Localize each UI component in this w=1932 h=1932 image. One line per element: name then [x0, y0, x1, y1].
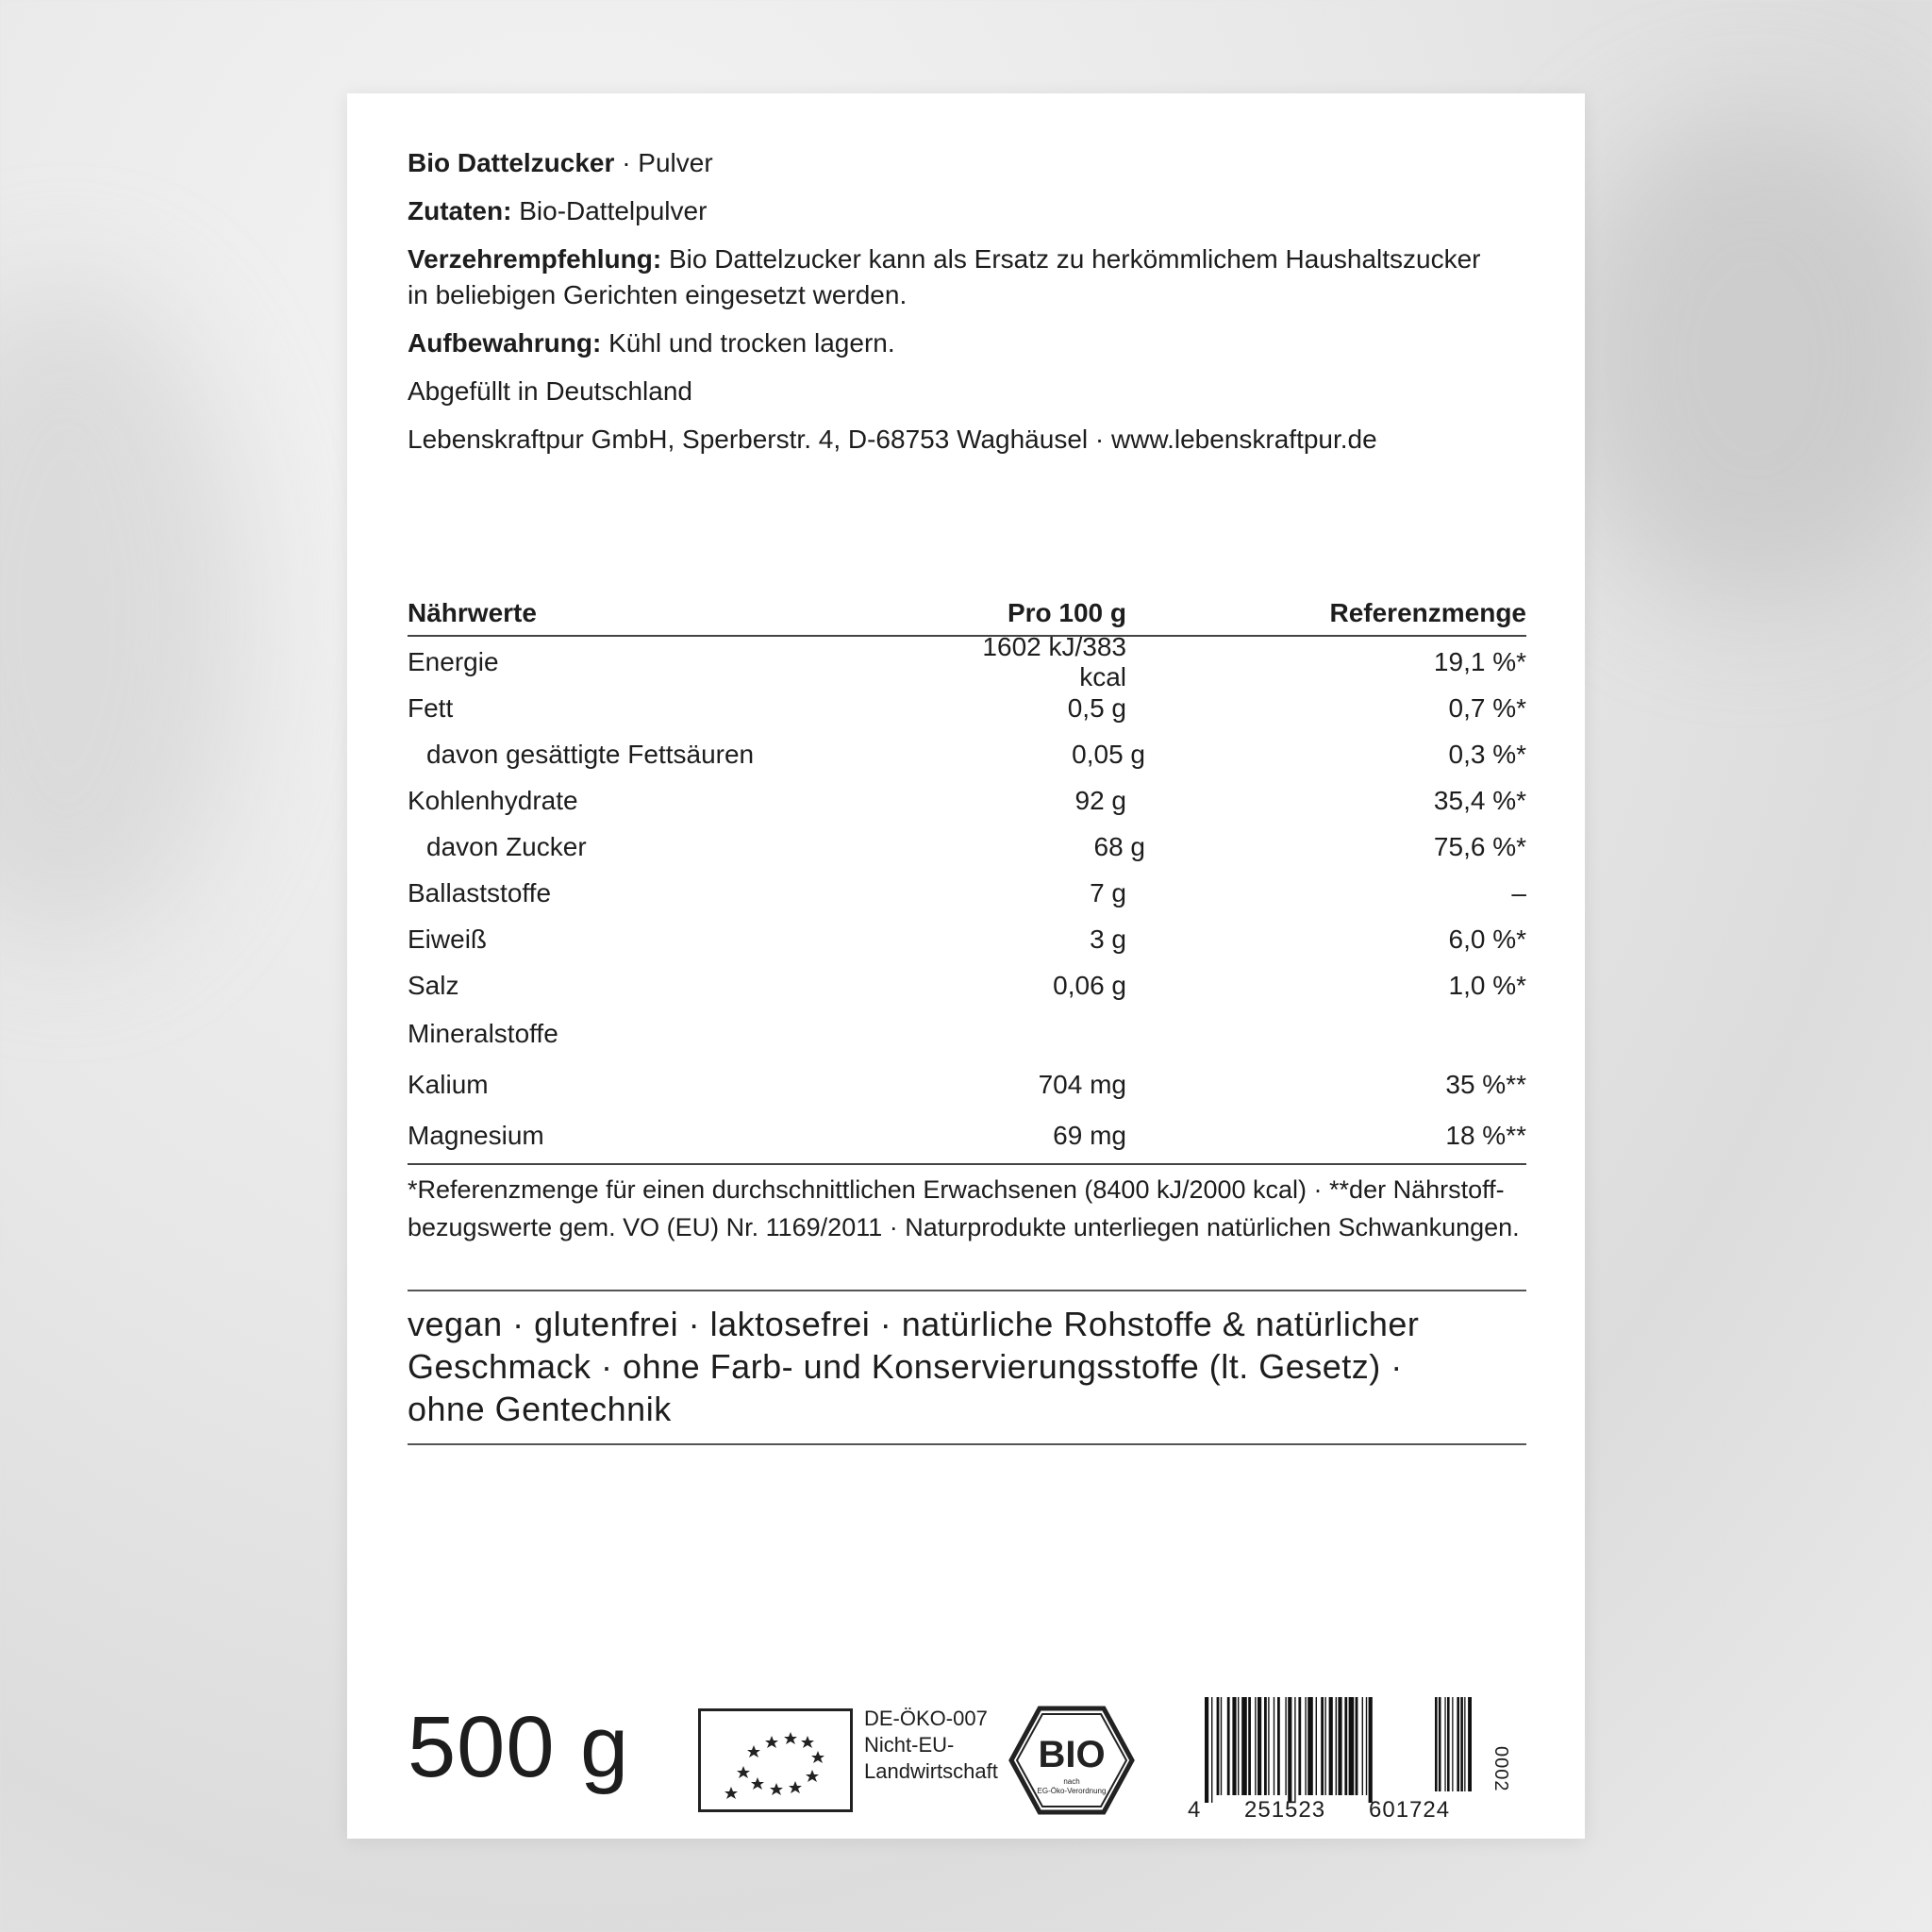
eco-code-line1: DE-ÖKO-007 — [864, 1707, 988, 1730]
nutrient-ref: 0,3 %* — [1448, 739, 1526, 769]
recommendation-line1: Bio Dattelzucker kann als Ersatz zu herkömmlichem Haushaltszucker — [668, 244, 1481, 274]
nutrient-ref: 75,6 %* — [1433, 831, 1526, 861]
barcode-addon-bar — [1439, 1697, 1441, 1791]
barcode-bar — [1307, 1697, 1313, 1795]
nutrient-per100: 68 g — [1093, 831, 1145, 861]
ingredients — [408, 193, 1526, 229]
filled-in: Abgefüllt in Deutschland — [408, 376, 692, 406]
header-reference: Referenzmenge — [1329, 598, 1526, 627]
storage — [408, 325, 1526, 361]
nutrient-name: Fett — [408, 692, 454, 723]
product-claims — [408, 1290, 1526, 1445]
barcode-bar — [1329, 1697, 1333, 1795]
barcode-addon-bar — [1468, 1697, 1472, 1791]
nutrient-per100: 0,5 g — [1067, 692, 1126, 723]
barcode-bar — [1349, 1697, 1355, 1795]
company-address: Lebenskraftpur GmbH, Sperberstr. 4, D-68753 Waghäusel · www.lebenskraftpur.de — [408, 425, 1377, 454]
product-title — [408, 145, 1526, 181]
table-row — [408, 1008, 1526, 1059]
header-per100: Pro 100 g — [1007, 598, 1126, 627]
nutrient-name: Mineralstoffe — [408, 1019, 558, 1048]
table-row — [408, 1059, 1526, 1110]
barcode-addon-bar — [1447, 1697, 1450, 1791]
barcode-addon-bar — [1460, 1697, 1463, 1791]
barcode-bar — [1324, 1697, 1325, 1795]
nutrient-name: Energie — [408, 646, 499, 676]
table-row — [408, 962, 1526, 1008]
product-name: Bio Dattelzucker — [408, 148, 615, 177]
nutrient-ref: 6,0 %* — [1448, 924, 1526, 954]
nutrient-name: davon gesättigte Fettsäuren — [426, 739, 755, 769]
nutrient-name: Magnesium — [408, 1121, 544, 1150]
net-weight: 500 g — [408, 1699, 630, 1795]
nutrient-per100: 92 g — [1074, 785, 1126, 815]
nutrient-per100: 1602 kJ/383 kcal — [982, 631, 1126, 691]
bio-seal-main: BIO — [1038, 1734, 1106, 1775]
footnote-line2: bezugswerte gem. VO (EU) Nr. 1169/2011 · Naturprodukte unterliegen natürlichen Schwankungen. — [408, 1213, 1520, 1241]
product-info — [408, 145, 1526, 470]
nutrient-per100: 3 g — [1090, 924, 1126, 954]
nutrient-ref: 0,7 %* — [1448, 692, 1526, 723]
header-nutrients: Nährwerte — [408, 598, 537, 627]
background-shadow — [0, 283, 245, 943]
ingredients-label: Zutaten: — [408, 196, 512, 225]
nutrition-footnote — [408, 1163, 1526, 1246]
barcode-bar — [1268, 1697, 1269, 1795]
nutrient-ref: 1,0 %* — [1448, 970, 1526, 1000]
barcode-bar — [1257, 1697, 1261, 1795]
nutrition-table — [408, 591, 1526, 1246]
table-row — [408, 824, 1526, 870]
barcode-bar — [1255, 1697, 1256, 1795]
storage-value: Kühl und trocken lagern. — [608, 328, 895, 358]
eco-code-line3: Landwirtschaft — [864, 1759, 998, 1783]
nutrient-ref: – — [1511, 877, 1526, 908]
bio-seal-sub1: nach — [1063, 1777, 1080, 1786]
eco-control-code — [864, 1706, 998, 1785]
barcode-bar — [1277, 1697, 1280, 1795]
table-row — [408, 631, 1526, 691]
barcode-bar — [1205, 1697, 1208, 1803]
barcode-bar — [1336, 1697, 1337, 1795]
bio-hexagon-icon — [1008, 1705, 1136, 1816]
barcode-bar — [1232, 1697, 1236, 1795]
table-row — [408, 870, 1526, 916]
barcode-bar — [1221, 1697, 1222, 1795]
nutrition-body — [408, 631, 1526, 1161]
barcode-bar — [1241, 1697, 1247, 1795]
barcode-bar — [1369, 1697, 1373, 1803]
nutrient-per100: 704 mg — [1038, 1070, 1126, 1099]
barcode-bar — [1316, 1697, 1317, 1795]
barcode-bar — [1248, 1697, 1251, 1795]
table-row — [408, 731, 1526, 777]
nutrient-ref: 35 %** — [1445, 1070, 1526, 1099]
table-row — [408, 1110, 1526, 1161]
barcode-bar — [1285, 1697, 1286, 1795]
product-form: · Pulver — [622, 148, 713, 177]
barcode-addon-bar — [1435, 1697, 1438, 1791]
product-label — [347, 93, 1585, 1839]
nutrition-header — [408, 591, 1526, 637]
recommendation-line2: in beliebigen Gerichten eingesetzt werden. — [408, 280, 908, 309]
barcode-left-digits: 251523 — [1244, 1797, 1326, 1823]
nutrient-name: Salz — [408, 970, 459, 1000]
barcode-bar — [1217, 1697, 1220, 1795]
barcode-bar — [1305, 1697, 1306, 1795]
claims-line2: Geschmack · ohne Farb- und Konservierungsstoffe (lt. Gesetz) · — [408, 1347, 1403, 1386]
barcode-bar — [1338, 1697, 1341, 1795]
barcode-bar — [1264, 1697, 1267, 1795]
barcode-addon-bar — [1457, 1697, 1459, 1791]
nutrient-name: Kohlenhydrate — [408, 785, 578, 815]
storage-label: Aufbewahrung: — [408, 328, 602, 358]
table-row — [408, 777, 1526, 824]
barcode-first-digit: 4 — [1188, 1797, 1201, 1823]
claims-line1: vegan · glutenfrei · laktosefrei · natürliche Rohstoffe & natürlicher — [408, 1305, 1420, 1343]
barcode-bar — [1356, 1697, 1358, 1795]
eu-organic-logo — [698, 1708, 853, 1812]
barcode-addon-digits: 0002 — [1491, 1746, 1511, 1792]
claims-line3: ohne Gentechnik — [408, 1390, 672, 1428]
bio-seal-sub2: EG-Öko-Verordnung — [1037, 1787, 1107, 1795]
barcode-bar — [1321, 1697, 1324, 1795]
barcode-bar — [1294, 1697, 1295, 1803]
nutrient-per100: 0,05 g — [1072, 739, 1145, 769]
barcode-bar — [1211, 1697, 1212, 1803]
nutrient-name: davon Zucker — [426, 831, 587, 861]
barcode-bar — [1298, 1697, 1301, 1795]
nutrient-name: Kalium — [408, 1070, 489, 1099]
eu-leaf-stars-icon — [701, 1711, 850, 1809]
nutrient-name: Ballaststoffe — [408, 877, 552, 908]
nutrient-per100: 0,06 g — [1053, 970, 1126, 1000]
barcode-bar — [1362, 1697, 1363, 1795]
barcode-bar — [1238, 1697, 1239, 1795]
recommendation-label: Verzehrempfehlung: — [408, 244, 662, 274]
barcode-bar — [1288, 1697, 1291, 1803]
ingredients-value: Bio-Dattelpulver — [519, 196, 708, 225]
nutrient-ref: 19,1 %* — [1433, 646, 1526, 676]
barcode-bar — [1366, 1697, 1367, 1795]
barcode-bar — [1227, 1697, 1230, 1795]
nutrient-ref: 18 %** — [1445, 1121, 1526, 1150]
footnote-line1: *Referenzmenge für einen durchschnittlichen Erwachsenen (8400 kJ/2000 kcal) · **der Nährstoff- — [408, 1175, 1505, 1204]
barcode-addon-bar — [1464, 1697, 1465, 1791]
nutrient-name: Eiweiß — [408, 924, 488, 954]
table-row — [408, 916, 1526, 962]
barcode-bar — [1344, 1697, 1347, 1795]
nutrient-per100: 69 mg — [1053, 1121, 1126, 1150]
barcode-right-digits: 601724 — [1369, 1797, 1451, 1823]
bio-seal-logo — [1008, 1705, 1136, 1816]
barcode-addon-bar — [1452, 1697, 1453, 1791]
nutrient-ref: 35,4 %* — [1433, 785, 1526, 815]
eco-code-line2: Nicht-EU- — [864, 1733, 955, 1757]
recommendation — [408, 242, 1526, 313]
nutrient-per100: 7 g — [1090, 877, 1126, 908]
background-shadow — [1557, 113, 1932, 604]
barcode-addon-bar — [1444, 1697, 1445, 1791]
